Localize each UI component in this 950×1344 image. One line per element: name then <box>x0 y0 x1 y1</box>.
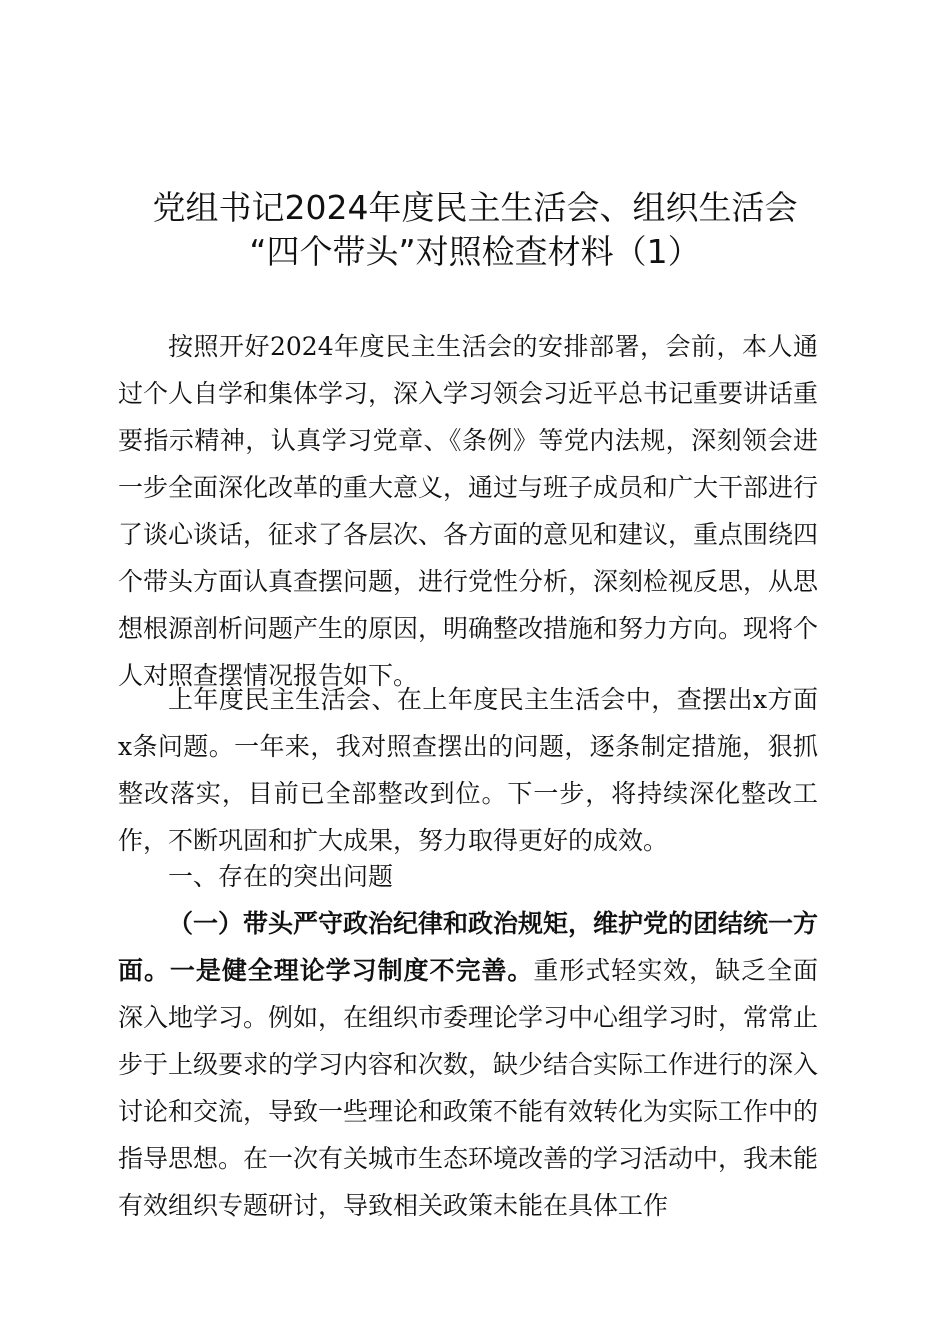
problem-point-1-heading: 一是健全理论学习制度不完善。 <box>169 956 534 985</box>
intro-paragraph: 按照开好2024年度民主生活会的安排部署，会前，本人通过个人自学和集体学习，深入学习领会习近平总书记重要讲话重要指示精神，认真学习党章、《条例》等党内法规，深刻领会进一步全面深化改革的重大意义，通过与班子成员和广大干部进行了谈心谈话，征求了各层次、各方面的意见和建议，重点围绕四个带头方面认真查摆问题，进行党性分析，深刻检视反思，从思想根源剖析问题产生的原因，明确整改措施和努力方向。现将个人对照查摆情况报告如下。 <box>118 332 819 690</box>
document-title-line-2: “四个带头”对照检查材料（1） <box>249 232 701 271</box>
previous-rectification-paragraph: 上年度民主生活会、在上年度民主生活会中，查摆出x方面x条问题。一年来，我对照查摆出的问题，逐条制定措施，狠抓整改落实，目前已全部整改到位。下一步，将持续深化整改工作，不断巩固和扩大成果，努力取得更好的成效。 <box>118 685 818 855</box>
section-heading-outstanding-problems: 一、存在的突出问题 <box>168 862 394 891</box>
subsection-heading-political-discipline: （一）带头严守政治纪律和政治规矩，维护党的团结统一方面。 <box>118 909 819 985</box>
problem-paragraph-1 <box>118 900 818 1229</box>
problem-point-1-text: 重形式轻实效，缺乏全面深入地学习。例如，在组织市委理论学习中心组学习时，常常止步于上级要求的学习内容和次数，缺少结合实际工作进行的深入讨论和交流，导致一些理论和政策不能有效转化为实际工作中的指导思想。在一次有关城市生态环境改善的学习活动中，我未能有效组织专题研讨，导致相关政策未能在具体工作 <box>118 956 819 1220</box>
document-title-line-1: 党组书记2024年度民主生活会、组织生活会 <box>152 188 798 227</box>
